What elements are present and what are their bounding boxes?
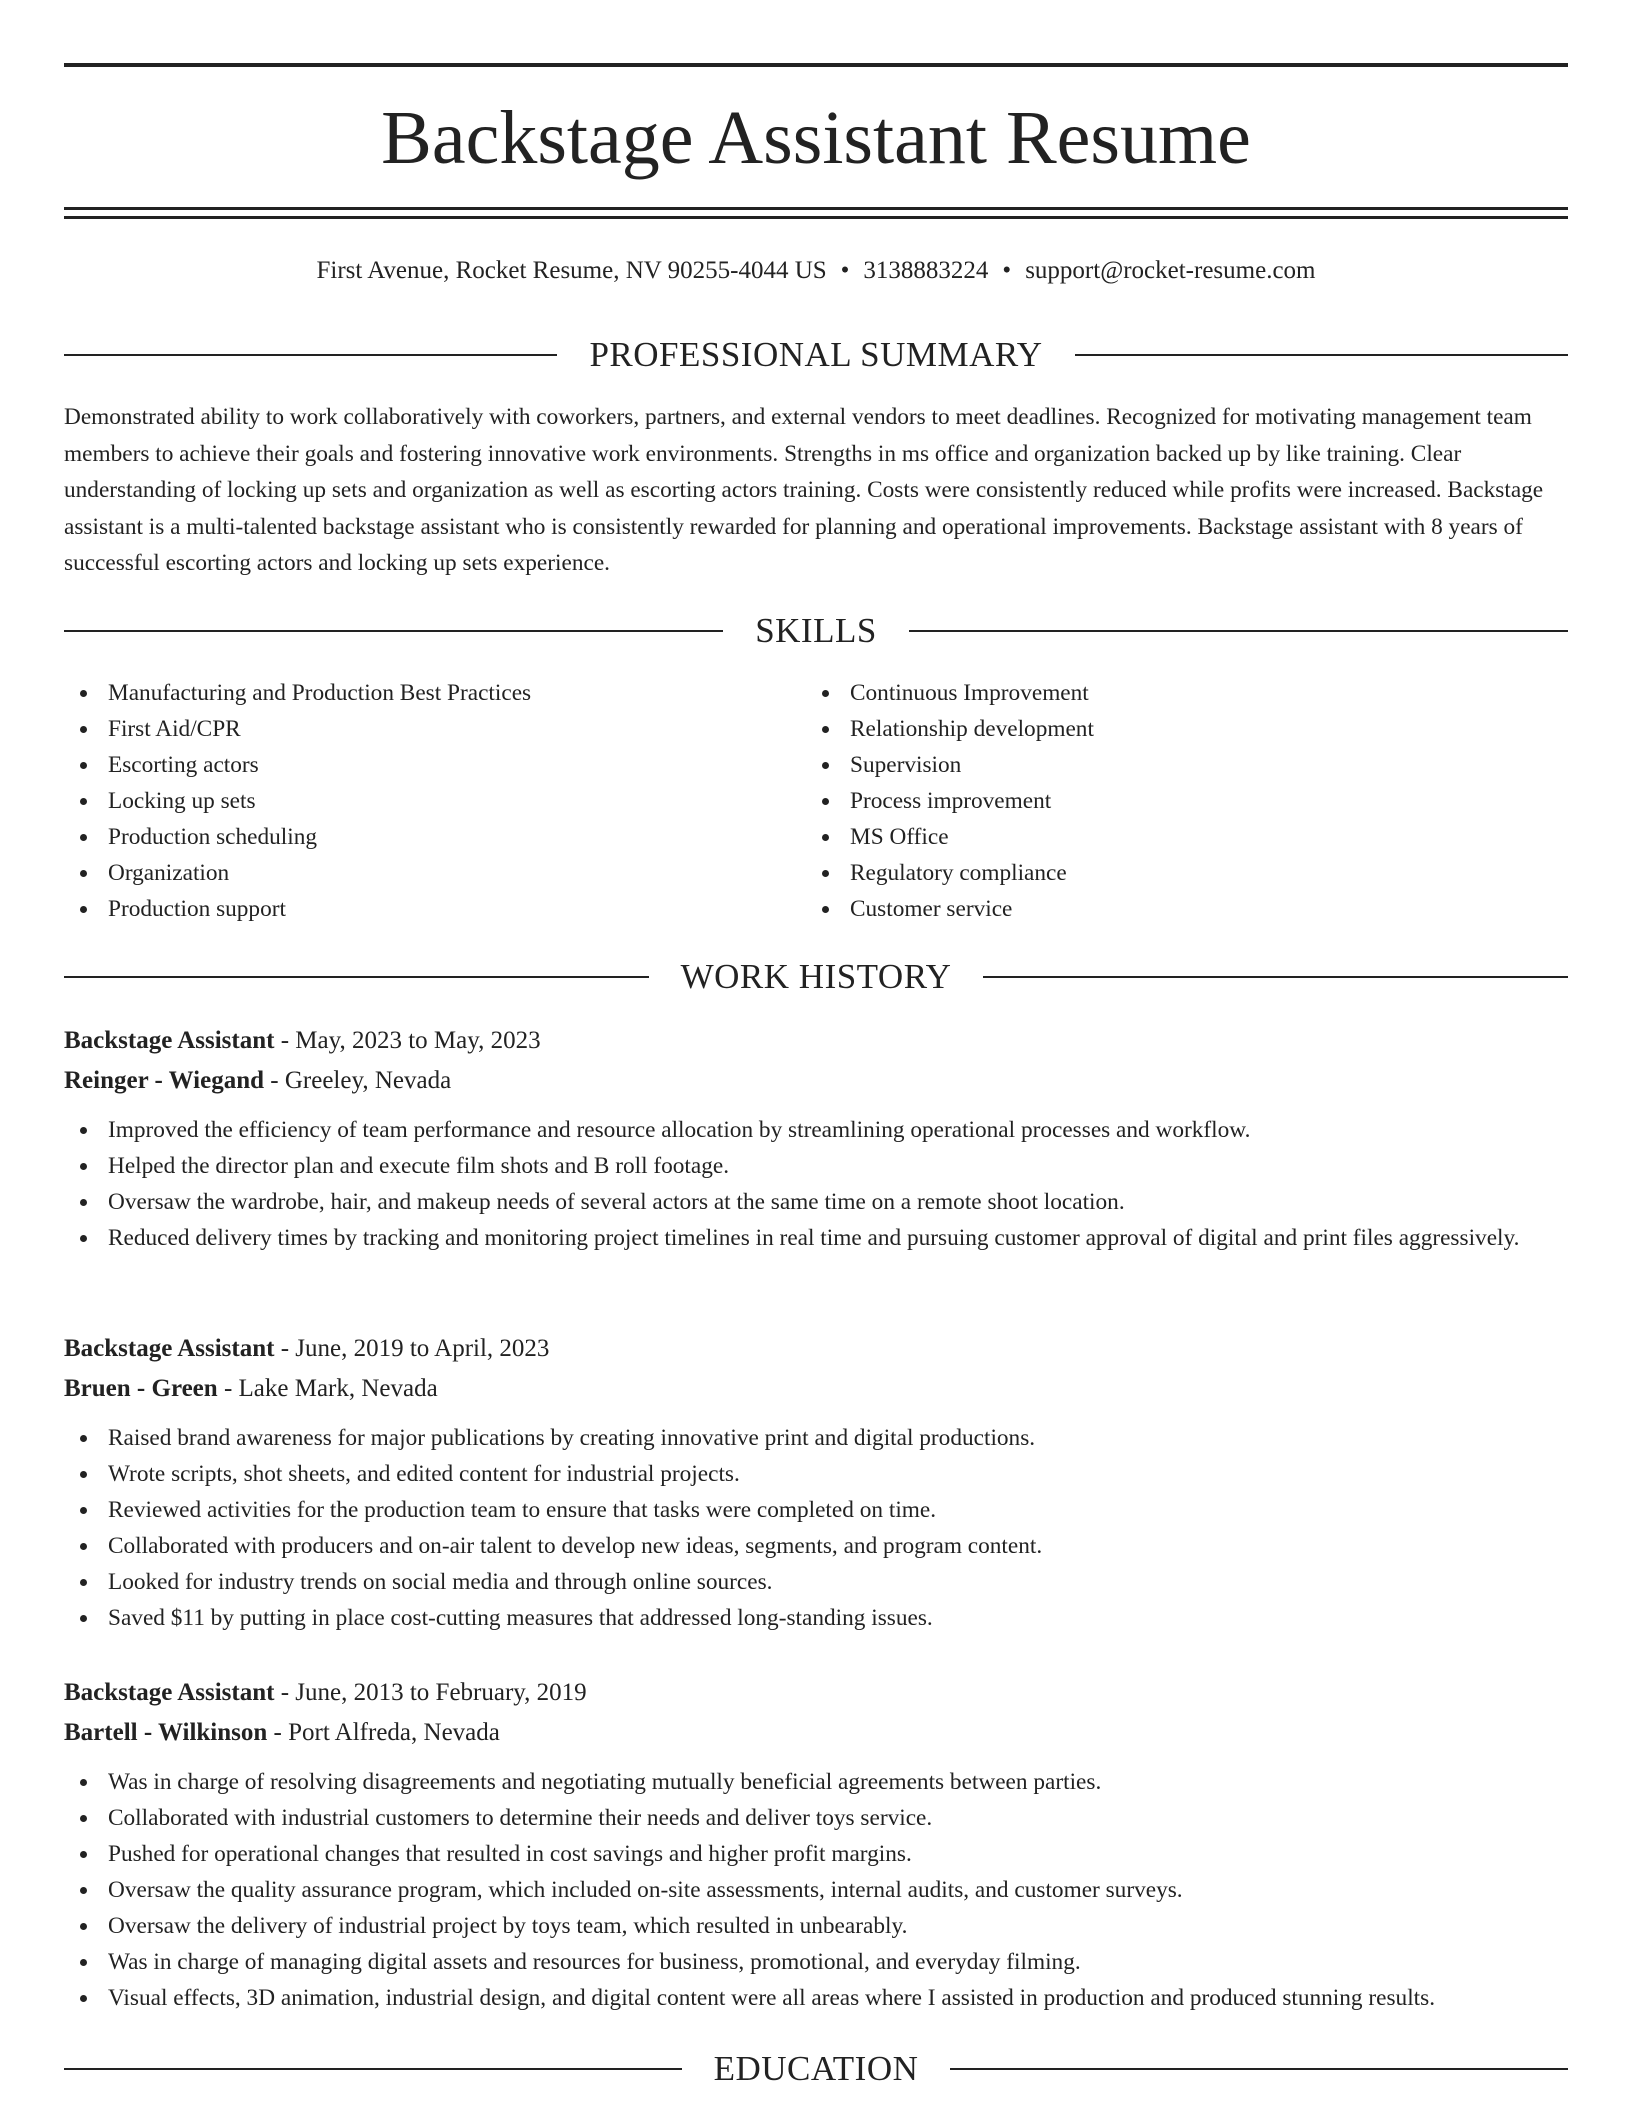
divider-line (64, 354, 557, 356)
job-company: Reinger - Wiegand (64, 1067, 265, 1094)
job-dates: - June, 2019 to April, 2023 (280, 1335, 550, 1362)
skill-item: Continuous Improvement (806, 675, 1546, 711)
skill-item: Process improvement (806, 783, 1546, 819)
contact-email: support@rocket-resume.com (1025, 257, 1316, 284)
divider-line (983, 976, 1568, 978)
job-title: Backstage Assistant (64, 1027, 275, 1054)
contact-address: First Avenue, Rocket Resume, NV 90255-4044 US (316, 257, 827, 284)
resume-title: Backstage Assistant Resume (381, 96, 1251, 180)
job-bullet: Collaborated with producers and on-air talent to develop new ideas, segments, and program content. (64, 1528, 1568, 1564)
divider-line (64, 630, 723, 632)
job-bullet: Wrote scripts, shot sheets, and edited content for industrial projects. (64, 1456, 1568, 1492)
job-entry (64, 1021, 1568, 1256)
job-title-line (64, 1021, 1568, 1061)
job-bullet: Saved $11 by putting in place cost-cutting measures that addressed long-standing issues. (64, 1600, 1568, 1636)
job-dates: - May, 2023 to May, 2023 (280, 1027, 541, 1054)
skill-item: Manufacturing and Production Best Practices (64, 675, 804, 711)
title-double-rule (64, 207, 1568, 219)
skill-item: Locking up sets (64, 783, 804, 819)
skill-item: MS Office (806, 819, 1546, 855)
skill-item: Supervision (806, 747, 1546, 783)
section-title: PROFESSIONAL SUMMARY (589, 335, 1043, 374)
skills-list-left (64, 675, 804, 927)
contact-separator: • (1002, 257, 1012, 284)
job-location: - Lake Mark, Nevada (223, 1375, 438, 1402)
job-company-line (64, 1713, 1568, 1753)
job-bullet: Reviewed activities for the production team to ensure that tasks were completed on time. (64, 1492, 1568, 1528)
skills-list-right (806, 675, 1546, 927)
job-bullet: Improved the efficiency of team performance and resource allocation by streamlining operational processes and workflow. (64, 1112, 1568, 1148)
job-bullet: Oversaw the delivery of industrial project by toys team, which resulted in unbearably. (64, 1908, 1568, 1944)
job-dates: - June, 2013 to February, 2019 (280, 1679, 587, 1706)
job-bullet: Oversaw the quality assurance program, which included on-site assessments, internal audits, and customer surveys. (64, 1872, 1568, 1908)
job-company-line (64, 1061, 1568, 1101)
job-bullet: Oversaw the wardrobe, hair, and makeup needs of several actors at the same time on a remote shoot location. (64, 1184, 1568, 1220)
skill-item: Relationship development (806, 711, 1546, 747)
top-rule (64, 63, 1568, 67)
job-bullet: Was in charge of resolving disagreements and negotiating mutually beneficial agreements between parties. (64, 1764, 1568, 1800)
contact-line (64, 255, 1568, 287)
skill-item: Customer service (806, 891, 1546, 927)
job-entry (64, 1329, 1568, 1636)
skill-item: Regulatory compliance (806, 855, 1546, 891)
section-title: SKILLS (755, 611, 877, 650)
job-bullets (64, 1420, 1568, 1636)
job-title-line (64, 1673, 1568, 1713)
divider-line (909, 630, 1568, 632)
job-bullet: Helped the director plan and execute film shots and B roll footage. (64, 1148, 1568, 1184)
job-company-line (64, 1369, 1568, 1409)
job-company: Bartell - Wilkinson (64, 1719, 268, 1746)
job-title: Backstage Assistant (64, 1335, 275, 1362)
skill-item: First Aid/CPR (64, 711, 804, 747)
job-bullets (64, 1112, 1568, 1256)
job-title-line (64, 1329, 1568, 1369)
skill-item: Production support (64, 891, 804, 927)
summary-text: Demonstrated ability to work collaboratively with coworkers, partners, and external vendors to meet deadlines. Recognized for motivating management team members to achieve their goals and fostering innovative work environments. Strengths in ms office and organization backed up by like training. Clear understanding of locking up sets and organization as well as escorting actors training. Costs were consistently reduced while profits were increased. Backstage assistant is a multi-talented backstage assistant who is consistently rewarded for planning and operational improvements. Backstage assistant with 8 years of successful escorting actors and locking up sets experience. (64, 404, 1544, 576)
skill-item: Production scheduling (64, 819, 804, 855)
job-bullet: Collaborated with industrial customers to determine their needs and deliver toys service. (64, 1800, 1568, 1836)
skill-item: Organization (64, 855, 804, 891)
divider-line (950, 2068, 1568, 2070)
job-location: - Port Alfreda, Nevada (273, 1719, 500, 1746)
divider-line (64, 2068, 682, 2070)
job-bullet: Looked for industry trends on social media and through online sources. (64, 1564, 1568, 1600)
divider-line (1075, 354, 1568, 356)
job-bullet: Pushed for operational changes that resulted in cost savings and higher profit margins. (64, 1836, 1568, 1872)
contact-separator: • (840, 257, 850, 284)
job-bullet: Visual effects, 3D animation, industrial design, and digital content were all areas where I assisted in production and produced stunning results. (64, 1980, 1568, 2016)
section-heading-skills (64, 609, 1568, 653)
section-heading-education (64, 2047, 1568, 2091)
skill-item: Escorting actors (64, 747, 804, 783)
job-location: - Greeley, Nevada (270, 1067, 452, 1094)
job-entry (64, 1673, 1568, 2016)
section-heading-summary (64, 333, 1568, 377)
divider-line (64, 976, 649, 978)
section-title: WORK HISTORY (680, 957, 952, 996)
job-bullet: Raised brand awareness for major publications by creating innovative print and digital productions. (64, 1420, 1568, 1456)
job-bullet: Was in charge of managing digital assets and resources for business, promotional, and everyday filming. (64, 1944, 1568, 1980)
section-title: EDUCATION (713, 2049, 919, 2088)
contact-phone: 3138883224 (863, 257, 989, 284)
job-title: Backstage Assistant (64, 1679, 275, 1706)
section-heading-work (64, 955, 1568, 999)
job-bullet: Reduced delivery times by tracking and monitoring project timelines in real time and pursuing customer approval of digital and print files aggressively. (64, 1220, 1568, 1256)
job-company: Bruen - Green (64, 1375, 218, 1402)
job-bullets (64, 1764, 1568, 2016)
